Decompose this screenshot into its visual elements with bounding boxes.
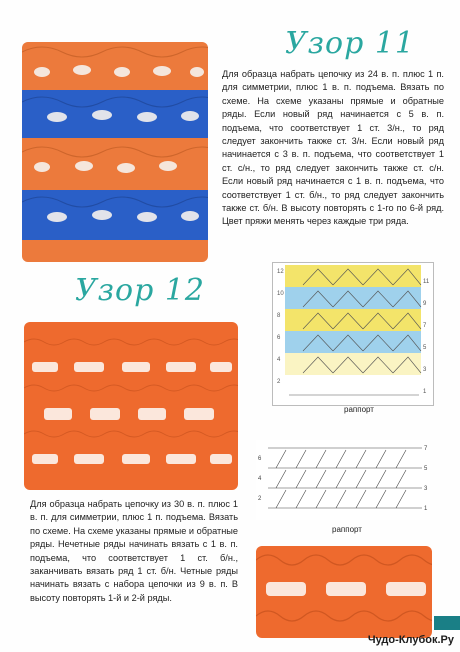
corner-tab [434, 616, 460, 630]
pattern12-closeup-photo [256, 546, 432, 638]
chart11-left-num: 10 [277, 291, 284, 297]
chart12-left-num: 4 [258, 476, 262, 482]
chart11-right-num: 1 [423, 389, 427, 395]
chart12-right-num: 1 [424, 506, 428, 512]
chart11-right-num: 11 [423, 279, 430, 285]
chart11-right-num: 9 [423, 301, 427, 307]
watermark: Чудо-Клубок.Ру [367, 634, 454, 646]
pattern12-instructions: Для образца набрать цепочку из 30 в. п. плюс 1 в. п. для симметрии, плюс 1 п. подъема. Вязать по схеме. На схеме указаны прямые и обратные ряды. Нечетные ряды начинать вязать с 1 в. п. подъема, что соответствует 1 ст. б/н., заканчивать вязать ряд 1 ст. б/н. Четные ряды начинать вязать с набора цепочки из 9 в. п. В высоту повторять 1-й и 2-й ряды. [30, 499, 238, 603]
pattern11-rapport-label: раппорт [344, 405, 374, 414]
chart12-right-num: 5 [424, 466, 428, 472]
chart11-right-num: 3 [423, 367, 427, 373]
chart11-right-num: 5 [423, 345, 427, 351]
chart12-right-num: 7 [424, 446, 428, 452]
chart12-left-num: 2 [258, 496, 262, 502]
pattern11-swatch-photo [22, 42, 208, 262]
chart11-right-num: 7 [423, 323, 427, 329]
pattern11-chart [272, 262, 434, 406]
chart11-left-num: 2 [277, 379, 281, 385]
chart11-left-num: 4 [277, 357, 281, 363]
chart12-left-num: 6 [258, 456, 262, 462]
pattern12-rapport-label: раппорт [332, 525, 362, 534]
chart11-left-num: 12 [277, 269, 284, 275]
pattern12-title: Узор 12 [75, 273, 206, 308]
pattern12-swatch-photo [24, 322, 238, 490]
chart11-left-num: 8 [277, 313, 281, 319]
chart11-left-num: 6 [277, 335, 281, 341]
pattern11-title: Узор 11 [285, 26, 416, 61]
pattern12-chart [256, 440, 430, 520]
pattern11-instructions: Для образца набрать цепочку из 24 в. п. плюс 1 п. для симметрии, плюс 1 в. п. подъема. Вязать по схеме. На схеме указаны прямые и обратные ряды. Если новый ряд начинается с 5 в. п. подъема, что соответствует 1 ст. 3/н., то ряд следует закончить также ст. 3/н. Если новый ряд начинается с 3 в. п. подъема, что соответствует 1 ст. с/н., то ряд следует закончить также ст. с/н. Если новый ряд начинается с 1 в. п. подъема, что соответствует 1 ст. б/н., то ряд следует закончить также ст. б/н. В высоту повторять с 1-го по 6-й ряд. Цвет пряжи менять через каждые три ряда. [222, 69, 444, 227]
chart12-right-num: 3 [424, 486, 428, 492]
